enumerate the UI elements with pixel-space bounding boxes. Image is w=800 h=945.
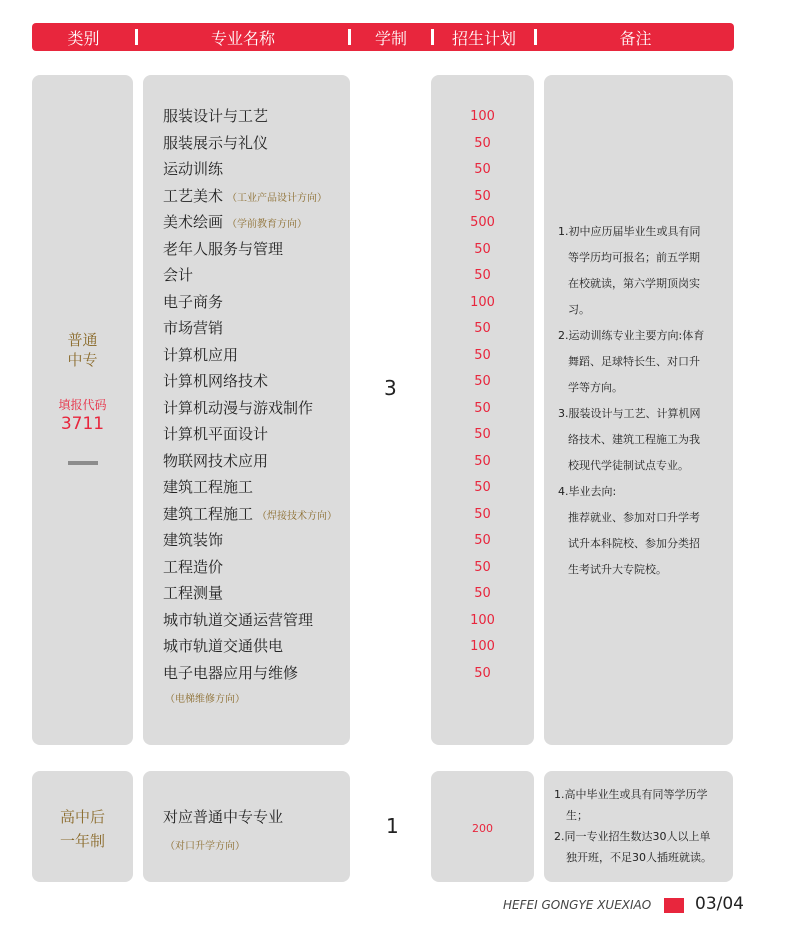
- major-row: [163, 345, 238, 365]
- major-row: [163, 636, 283, 656]
- major-row: [163, 318, 223, 338]
- plan-value: 50: [474, 162, 491, 177]
- remark-line: 在校就读，第六学期顶岗实: [568, 277, 700, 290]
- major-row: [163, 186, 327, 209]
- major-name: 物联网技术应用: [163, 451, 269, 470]
- section2-years: 1: [386, 814, 399, 838]
- header-category: 类别: [67, 28, 100, 48]
- major-name: 城市轨道交通供电: [163, 637, 284, 655]
- footer-square: [664, 898, 684, 913]
- section1-category-line2: 中专: [67, 351, 98, 369]
- major-row: [163, 504, 337, 527]
- major-name: 工艺美术: [163, 186, 224, 205]
- table-header: [32, 23, 734, 51]
- major-name: 市场营销: [163, 319, 224, 337]
- section1-category-panel: [32, 75, 133, 745]
- section1-remarks-text: [558, 219, 727, 583]
- major-direction-note: （学前教育方向）: [227, 219, 308, 230]
- major-name: 计算机平面设计: [163, 425, 269, 443]
- plan-value: 50: [474, 506, 491, 522]
- plan-value: 50: [474, 374, 491, 389]
- plan-value: 50: [474, 427, 491, 442]
- plan-value: 100: [470, 639, 495, 654]
- plan-value: 50: [474, 321, 491, 336]
- major-row: [163, 239, 283, 259]
- section2-category-panel: [32, 771, 133, 882]
- major-row: [163, 610, 313, 630]
- remark-line: 推荐就业、参加对口升学考: [568, 511, 700, 524]
- plan-value: 100: [470, 294, 495, 310]
- major-row: [163, 424, 268, 444]
- major-name: 会计: [163, 266, 194, 284]
- section2-category-line2: 一年制: [59, 832, 105, 850]
- plan-value: 100: [470, 109, 495, 124]
- major-name: 工程造价: [163, 557, 224, 576]
- header-plan: 招生计划: [451, 28, 516, 48]
- plan-value: 50: [474, 241, 491, 257]
- plan-value: 50: [474, 586, 491, 601]
- remark-line: 2.同一专业招生数达30人以上单: [554, 830, 711, 843]
- page-number: 03/04: [695, 894, 744, 914]
- remark-line: 2.运动训练专业主要方向:体育: [558, 329, 705, 342]
- major-name: 计算机应用: [163, 345, 239, 364]
- code-label: 填报代码: [58, 398, 107, 412]
- major-name: 电子电器应用与维修: [163, 663, 299, 682]
- section1-plan-panel: [431, 75, 534, 745]
- major-name: 城市轨道交通运营管理: [163, 610, 314, 629]
- section2-majors-panel: [143, 771, 350, 882]
- section2-plan-panel: [431, 771, 534, 882]
- major-name: 电子商务: [163, 292, 224, 311]
- plan-value: 50: [474, 135, 491, 151]
- plan-value: 50: [474, 665, 491, 681]
- code-value: 3711: [60, 414, 105, 434]
- major-direction-note: （焊接技术方向）: [257, 510, 338, 522]
- section2-category-line1: 高中后: [59, 808, 105, 826]
- plan-value: 50: [474, 533, 491, 548]
- major-row: [163, 371, 268, 391]
- major-name: 建筑工程施工: [163, 504, 254, 523]
- major-row: [163, 557, 223, 577]
- major-name: 建筑装饰: [163, 531, 224, 549]
- last-major-subnote: （电梯维修方向）: [165, 694, 245, 705]
- remark-line: 1.初中应历届毕业生或具有同: [558, 225, 701, 238]
- section2-major: 对应普通中专专业: [163, 808, 284, 826]
- remark-line: 4.毕业去向:: [558, 485, 617, 498]
- major-row: [163, 477, 253, 497]
- section1-category-line1: 普通: [67, 331, 98, 349]
- plan-value: 50: [474, 480, 491, 495]
- plan-value: 50: [474, 400, 491, 416]
- major-row: [163, 265, 193, 285]
- major-name: 运动训练: [163, 160, 224, 178]
- plan-value: 50: [474, 188, 491, 204]
- section1-remarks-panel: [544, 75, 733, 745]
- section2-plan-value: 200: [472, 822, 493, 835]
- major-row: [163, 583, 223, 603]
- remark-line: 生；: [566, 809, 588, 822]
- remark-line: 学等方向。: [568, 381, 623, 394]
- major-row: [163, 530, 223, 550]
- remark-line: 络技术、建筑工程施工为我: [568, 433, 700, 446]
- remark-line: 3.服装设计与工艺、计算机网: [558, 407, 701, 420]
- major-row: [163, 292, 223, 312]
- remark-line: 舞蹈、足球特长生、对口升: [568, 355, 700, 368]
- section1-majors-panel: [143, 75, 350, 745]
- section2-major-subnote: （对口升学方向）: [165, 841, 245, 852]
- major-row: [163, 451, 268, 471]
- section2-remarks-text: [554, 784, 727, 868]
- plan-value: 50: [474, 453, 491, 469]
- remark-line: 1.高中毕业生或具有同等学历学: [554, 788, 708, 801]
- plan-value: 50: [474, 347, 491, 363]
- section1-years: 3: [384, 376, 397, 400]
- major-direction-note: （工业产品设计方向）: [227, 192, 328, 204]
- major-row: [163, 398, 313, 418]
- major-row: [163, 106, 268, 126]
- plan-value: 500: [470, 215, 495, 230]
- plan-value: 50: [474, 268, 491, 283]
- major-name: 服装设计与工艺: [163, 107, 269, 125]
- major-name: 工程测量: [163, 584, 224, 602]
- section2-remarks-panel: [544, 771, 733, 882]
- major-row: [163, 133, 268, 153]
- major-name: 服装展示与礼仪: [163, 133, 269, 152]
- major-name: 计算机网络技术: [163, 372, 269, 390]
- header-years: 学制: [374, 28, 407, 48]
- remark-line: 习。: [568, 303, 590, 316]
- major-row: [163, 159, 223, 179]
- header-remarks: 备注: [619, 28, 652, 48]
- plan-value: 50: [474, 559, 491, 575]
- dash-mark: [68, 461, 98, 465]
- major-row: [163, 663, 298, 683]
- major-name: 老年人服务与管理: [163, 239, 284, 258]
- header-major: 专业名称: [210, 28, 275, 48]
- remark-line: 独开班，不足30人插班就读。: [566, 851, 712, 864]
- footer-school: HEFEI GONGYE XUEXIAO: [503, 898, 652, 912]
- remark-line: 校现代学徒制试点专业。: [568, 459, 689, 472]
- plan-value: 100: [470, 612, 495, 628]
- major-name: 建筑工程施工: [163, 478, 254, 496]
- major-name: 计算机动漫与游戏制作: [163, 398, 314, 417]
- major-row: [163, 212, 307, 235]
- remark-line: 生考试升大专院校。: [568, 563, 667, 576]
- major-name: 美术绘画: [163, 213, 224, 231]
- remark-line: 等学历均可报名；前五学期: [568, 251, 700, 264]
- remark-line: 试升本科院校、参加分类招: [568, 537, 700, 550]
